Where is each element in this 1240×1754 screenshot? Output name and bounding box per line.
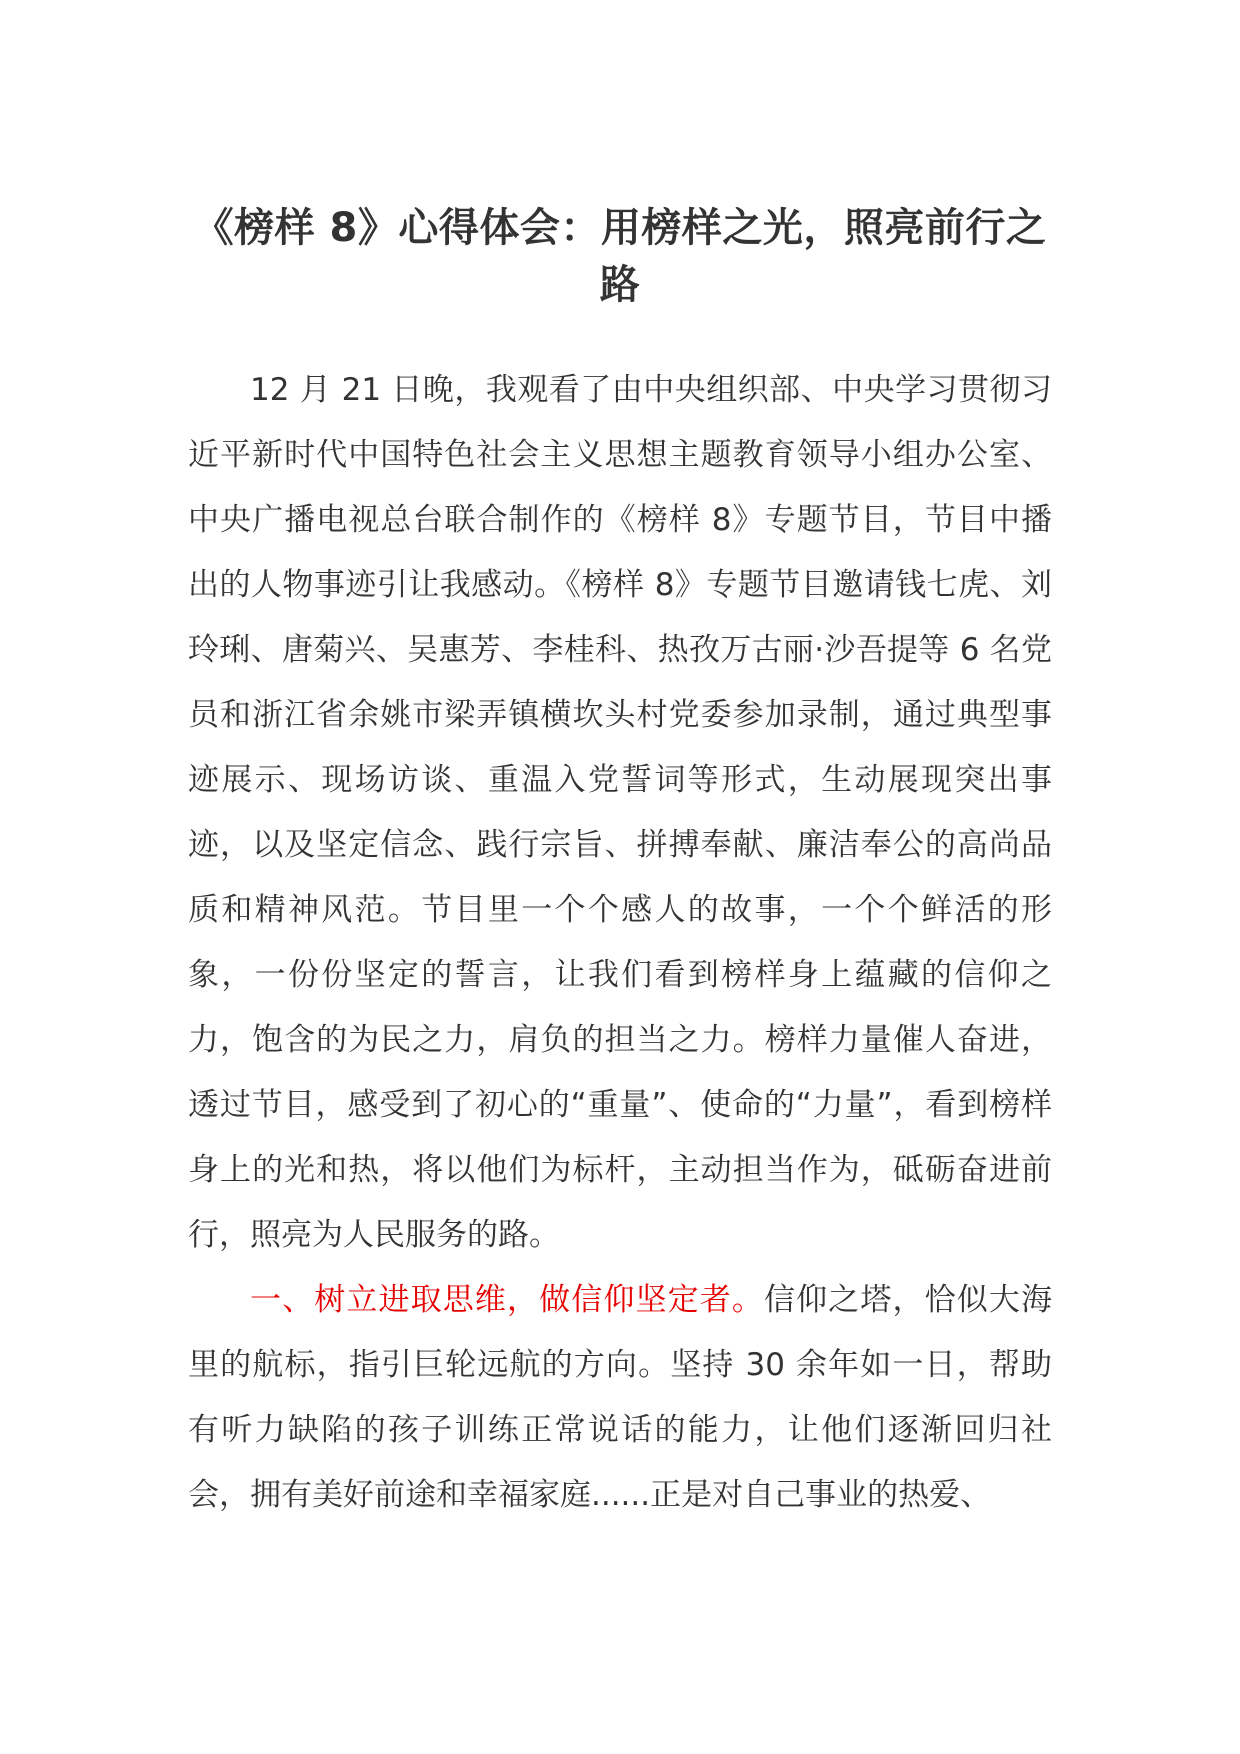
paragraph-1-text: 12 月 21 日晚，我观看了由中央组织部、中央学习贯彻习近平新时代中国特色社会主义思想主题教育领导小组办公室、中央广播电视总台联合制作的《榜样 8》专题节目，节目中播出的人物事迹引让我感动。《榜样 8》专题节目邀请钱七虎、刘玲琍、唐菊兴、吴惠芳、李桂科、热孜万古丽·沙吾提等 6 名党员和浙江省余姚市梁弄镇横坎头村党委参加录制，通过典型事迹展示、现场访谈、重温入党誓词等形式，生动展现突出事迹，以及坚定信念、践行宗旨、拼搏奉献、廉洁奉公的高尚品质和精神风范。节目里一个个感人的故事，一个个鲜活的形象，一份份坚定的誓言，让我们看到榜样身上蕴藏的信仰之力，饱含的为民之力，肩负的担当之力。榜样力量催人奋进，透过节目，感受到了初心的“重量”、使命的“力量”，看到榜样身上的光和热，将以他们为标杆，主动担当作为，砥砺奋进前行，照亮为人民服务的路。 xyxy=(188,372,1052,1253)
body-paragraph-1 xyxy=(188,358,1052,1268)
section-heading-1: 一、树立进取思维，做信仰坚定者。 xyxy=(250,1282,764,1318)
document-page xyxy=(188,200,1052,1528)
document-title: 《榜样 8》心得体会：用榜样之光，照亮前行之路 xyxy=(193,205,1047,308)
body-paragraph-2 xyxy=(188,1268,1052,1528)
paragraph-2-text: 信仰之塔，恰似大海里的航标，指引巨轮远航的方向。坚持 30 余年如一日，帮助有听力缺陷的孩子训练正常说话的能力，让他们逐渐回归社会，拥有美好前途和幸福家庭......正是对自己事业的热爱、 xyxy=(188,1282,1052,1513)
